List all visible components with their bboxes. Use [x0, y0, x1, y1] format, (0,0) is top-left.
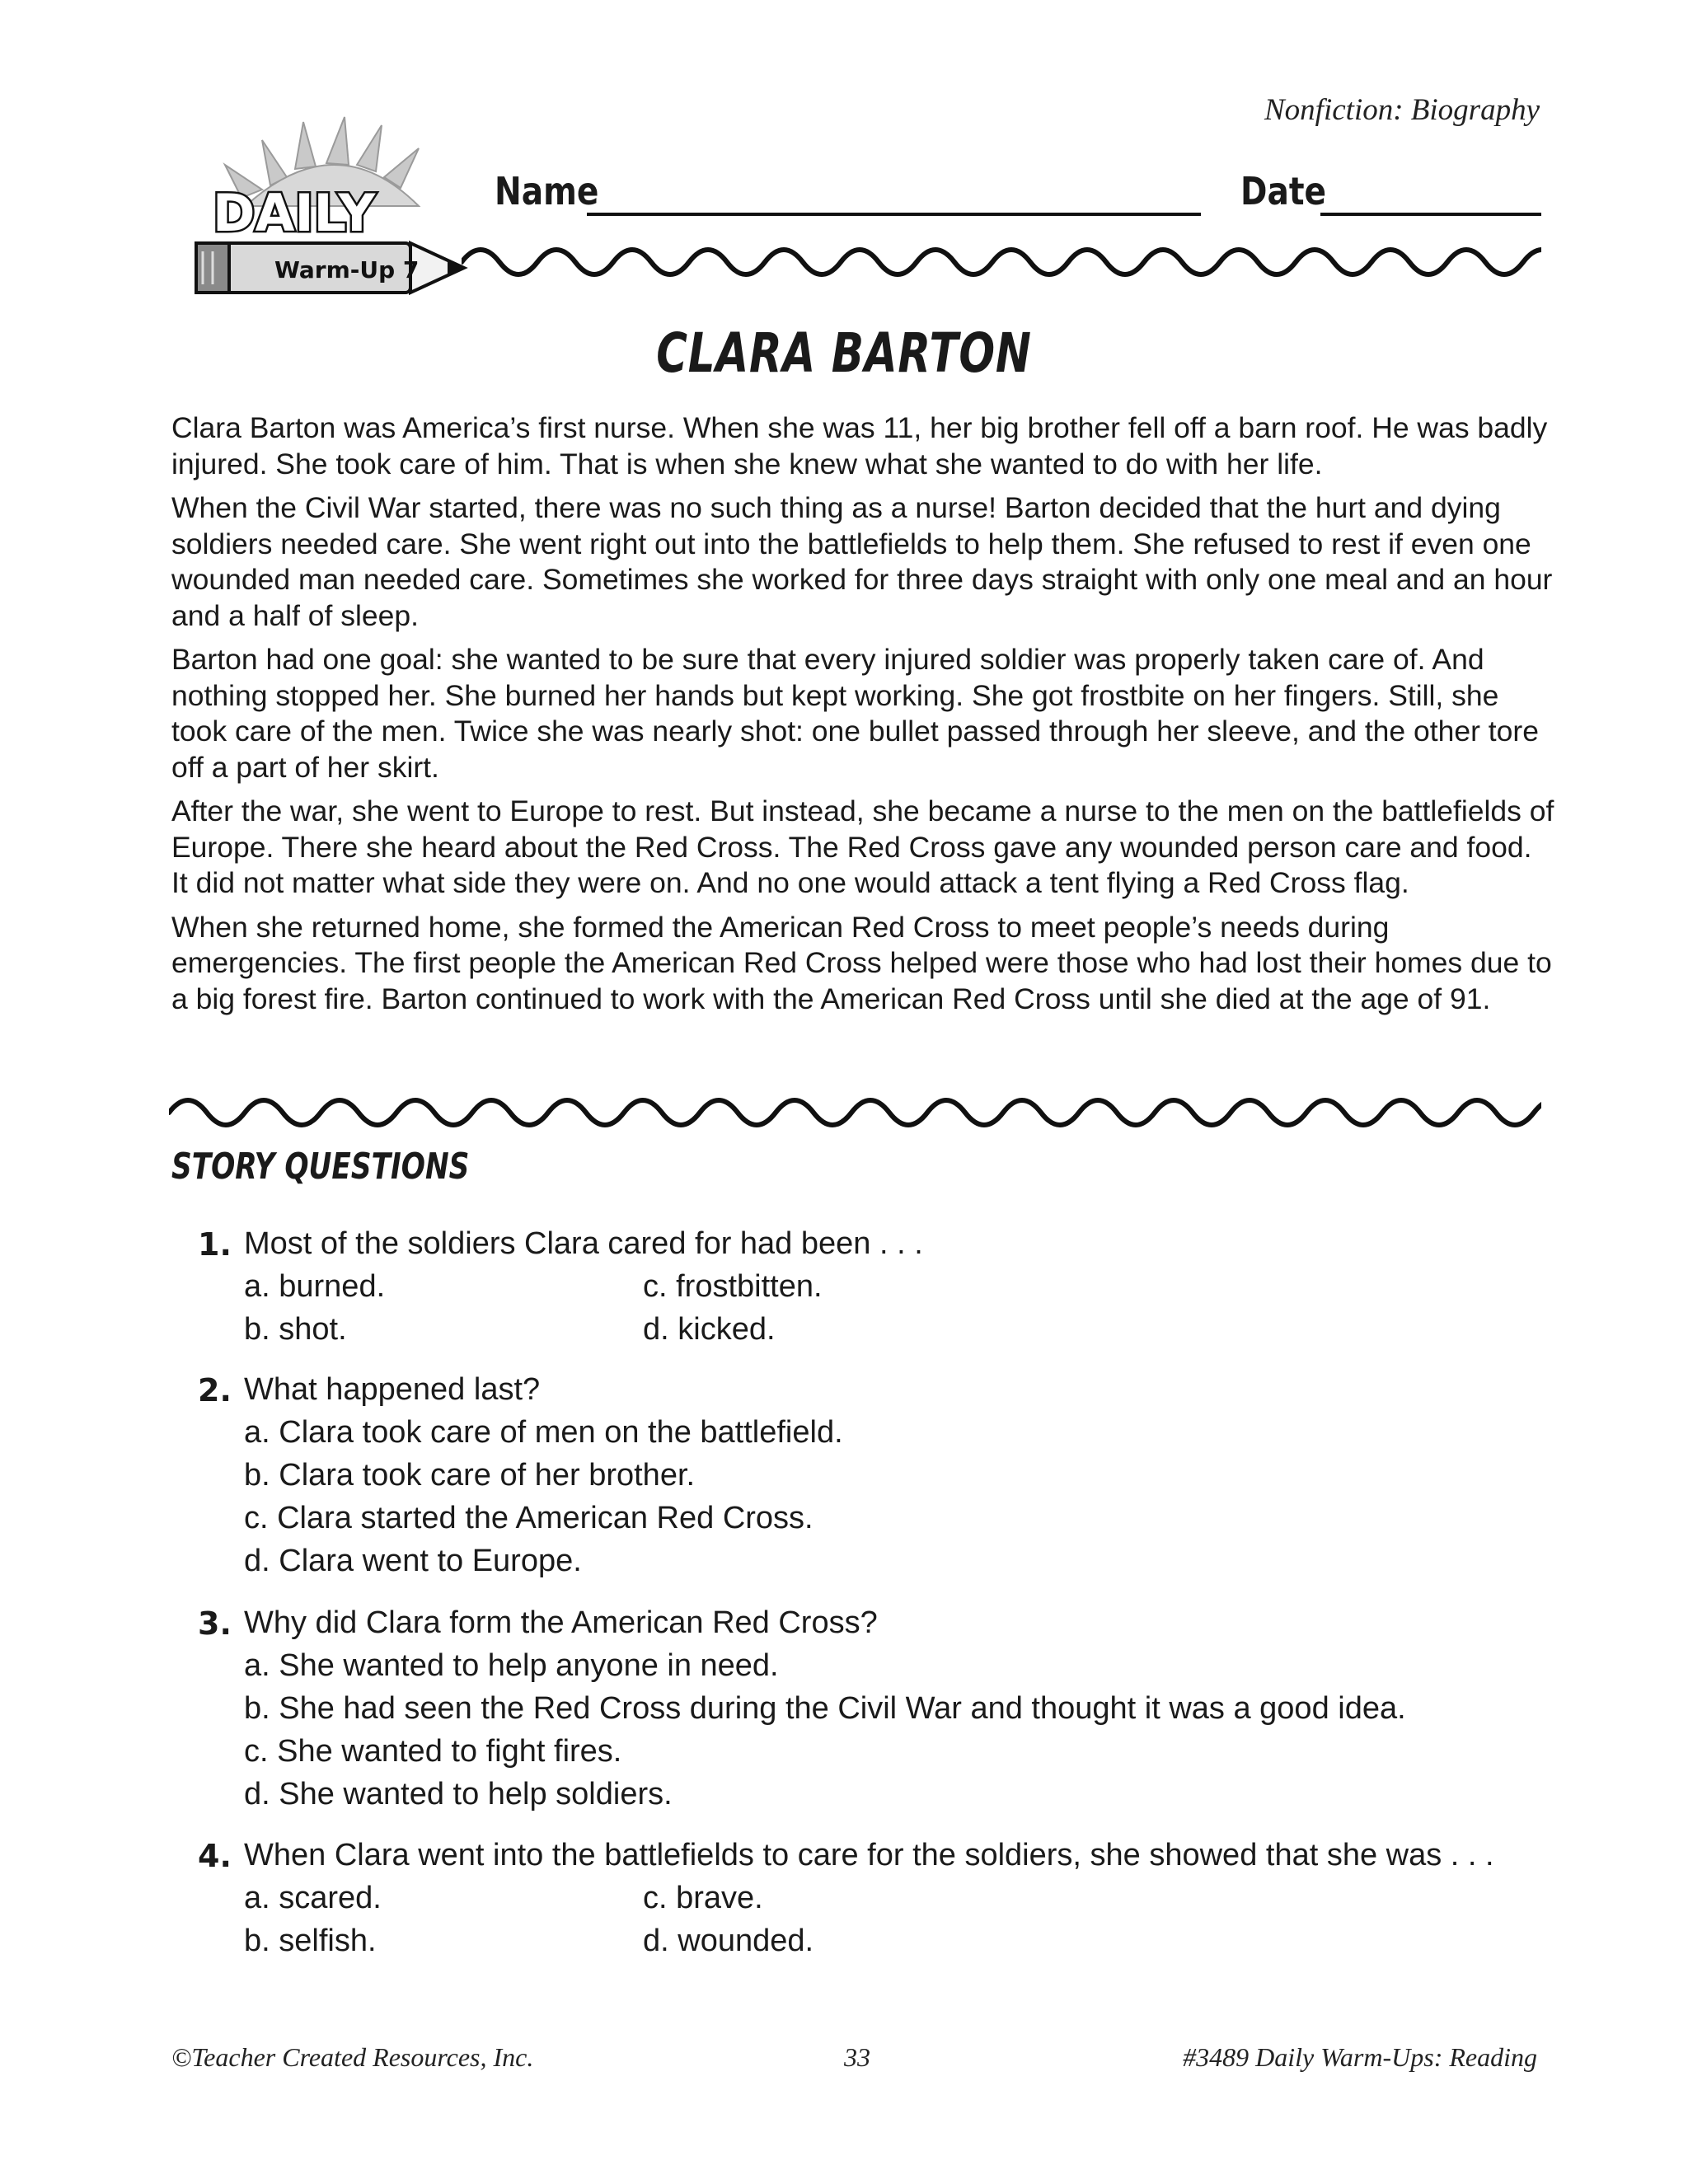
answer-option-a[interactable]: a. She wanted to help anyone in need.: [244, 1648, 779, 1683]
category-label: Nonfiction: Biography: [1264, 93, 1540, 127]
passage-paragraph: After the war, she went to Europe to rest. But instead, she became a nurse to the men on the battlefields of Europe. There she heard about the Red Cross. The Red Cross gave any wounded person care and food. It did not matter what side they were on. And no one would attack a tent flying a Red Cross flag.: [171, 794, 1554, 899]
page-title: CLARA BARTON: [656, 321, 1032, 385]
question-number: 1.: [198, 1226, 232, 1263]
passage-paragraph: When the Civil War started, there was no such thing as a nurse! Barton decided that the hurt and dying soldiers needed care. She went right out into the battlefields to help them. She refused to rest if even one wounded man needed care. Sometimes she worked for three days straight with only one meal and an hour and a half of sleep.: [171, 491, 1553, 632]
answer-option-a[interactable]: a. Clara took care of men on the battlefield.: [244, 1415, 843, 1450]
name-field[interactable]: [587, 213, 1201, 216]
question-text: Most of the soldiers Clara cared for had been . . .: [244, 1226, 923, 1261]
answer-option-b[interactable]: b. shot.: [244, 1312, 347, 1347]
question-number: 4.: [198, 1838, 232, 1874]
question-text: When Clara went into the battlefields to care for the soldiers, she showed that she was . . .: [244, 1838, 1494, 1872]
answer-option-d[interactable]: d. wounded.: [643, 1924, 814, 1958]
answer-option-c[interactable]: c. She wanted to fight fires.: [244, 1734, 622, 1769]
answer-option-a[interactable]: a. burned.: [244, 1269, 386, 1304]
passage-paragraph: Barton had one goal: she wanted to be sure that every injured soldier was properly taken care of. And nothing stopped her. She burned her hands but kept working. She got frostbite on her fingers. Still, she took care of the men. Twice she was nearly shot: one bullet passed through her sleeve, and the other tore off a part of her skirt.: [171, 643, 1539, 784]
answer-option-c[interactable]: c. Clara started the American Red Cross.: [244, 1501, 814, 1535]
reading-passage: [171, 410, 1556, 1025]
footer-copyright: ©Teacher Created Resources, Inc.: [171, 2042, 534, 2072]
answer-option-c[interactable]: c. brave.: [643, 1881, 763, 1915]
logo-subtitle: Warm-Up 7: [274, 256, 420, 284]
logo-word: DAILY: [213, 183, 376, 243]
answer-option-c[interactable]: c. frostbitten.: [643, 1269, 823, 1304]
answer-option-d[interactable]: d. kicked.: [643, 1312, 776, 1347]
date-field[interactable]: [1320, 213, 1541, 216]
header-wave-divider: [462, 243, 1541, 281]
question-text: Why did Clara form the American Red Cross?: [244, 1605, 878, 1640]
question-number: 3.: [198, 1605, 232, 1642]
passage-paragraph: Clara Barton was America’s first nurse. When she was 11, her big brother fell off a barn roof. He was badly injured. She took care of him. That is when she knew what she wanted to do with her life.: [171, 411, 1548, 480]
passage-paragraph: When she returned home, she formed the American Red Cross to meet people’s needs during emergencies. The first people the American Red Cross helped were those who had lost their homes due to a big forest fire. Barton continued to work with the American Red Cross until she died at the age of 91.: [171, 910, 1552, 1015]
question-number: 2.: [198, 1372, 232, 1408]
answer-option-d[interactable]: d. Clara went to Europe.: [244, 1544, 582, 1578]
question-text: What happened last?: [244, 1372, 541, 1407]
answer-option-d[interactable]: d. She wanted to help soldiers.: [244, 1777, 673, 1811]
section-wave-divider: [169, 1094, 1541, 1132]
footer-book-title: #3489 Daily Warm-Ups: Reading: [1183, 2042, 1537, 2072]
answer-option-b[interactable]: b. She had seen the Red Cross during the Civil War and thought it was a good idea.: [244, 1691, 1406, 1726]
answer-option-b[interactable]: b. Clara took care of her brother.: [244, 1458, 696, 1493]
footer-page-number: 33: [844, 2042, 870, 2072]
section-heading: STORY QUESTIONS: [171, 1146, 470, 1188]
date-label: Date: [1240, 169, 1327, 213]
name-label: Name: [495, 169, 599, 213]
answer-option-b[interactable]: b. selfish.: [244, 1924, 377, 1958]
answer-option-a[interactable]: a. scared.: [244, 1881, 382, 1915]
